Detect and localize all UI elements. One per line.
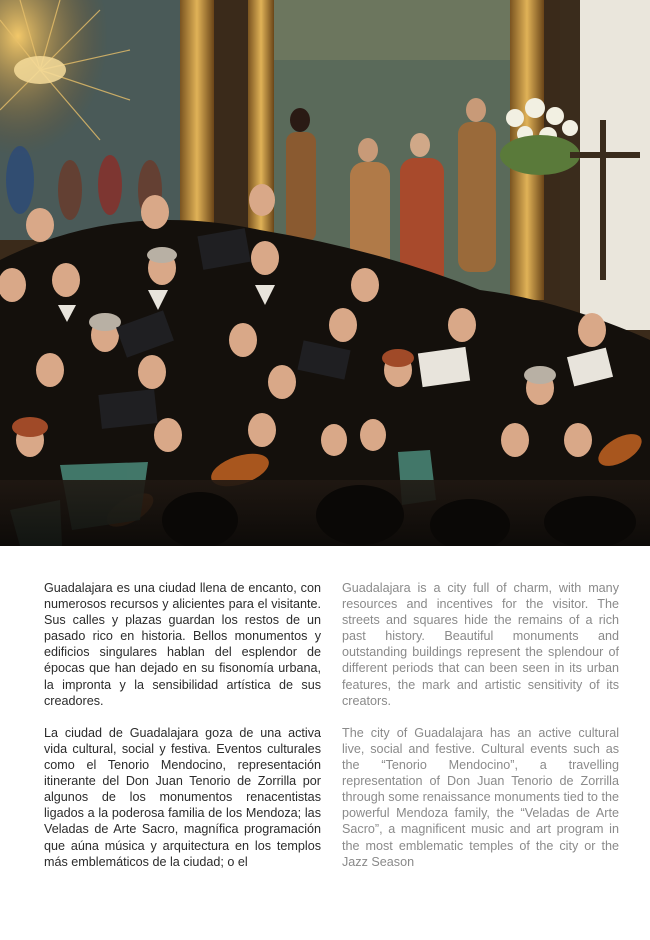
spanish-text-column [44,580,321,886]
english-paragraph-1: Guadalajara is a city full of charm, with many resources and incentives for the visitor. The streets and squares hide the remains of a rich past history. Beautiful monuments and outstanding buildings represent the splendour of different periods that can been seen in its urban features, the mark and artistic sensitivity of its creators. [342,581,619,708]
spanish-paragraph-1: Guadalajara es una ciudad llena de encanto, con numerosos recursos y alicientes para el visitante. Sus calles y plazas guardan los restos de un pasado rico en historia. Bellos monumentos y edificios singulares hablan del esplendor de épocas que han dejado en su fisonomía urbana, la impronta y la sensibilidad artística de sus creadores. [44,581,321,708]
english-paragraph-2: The city of Guadalajara has an active cultural live, social and festive. Cultural events such as the “Tenorio Mendocino”, a travelling representation of Don Juan Tenorio de Zorrilla through some renaissance monuments tied to the powerful Mendoza family, the “Veladas de Arte Sacro”, a magnificent music and art program in the most emblematic temples of the city or the Jazz Season [342,725,619,869]
spanish-paragraph-2: La ciudad de Guadalajara goza de una activa vida cultural, social y festiva. Eventos culturales como el Tenorio Mendocino, representación itinerante del Don Juan Tenorio de Zorrilla por algunos de los monumentos renacentistas ligados a la poderosa familia de los Mendoza; las Veladas de Arte Sacro, magnífica programación que aúna música y arquitectura en los templos más emblemáticos de la ciudad; o el [44,725,321,869]
english-text-column [342,580,619,886]
